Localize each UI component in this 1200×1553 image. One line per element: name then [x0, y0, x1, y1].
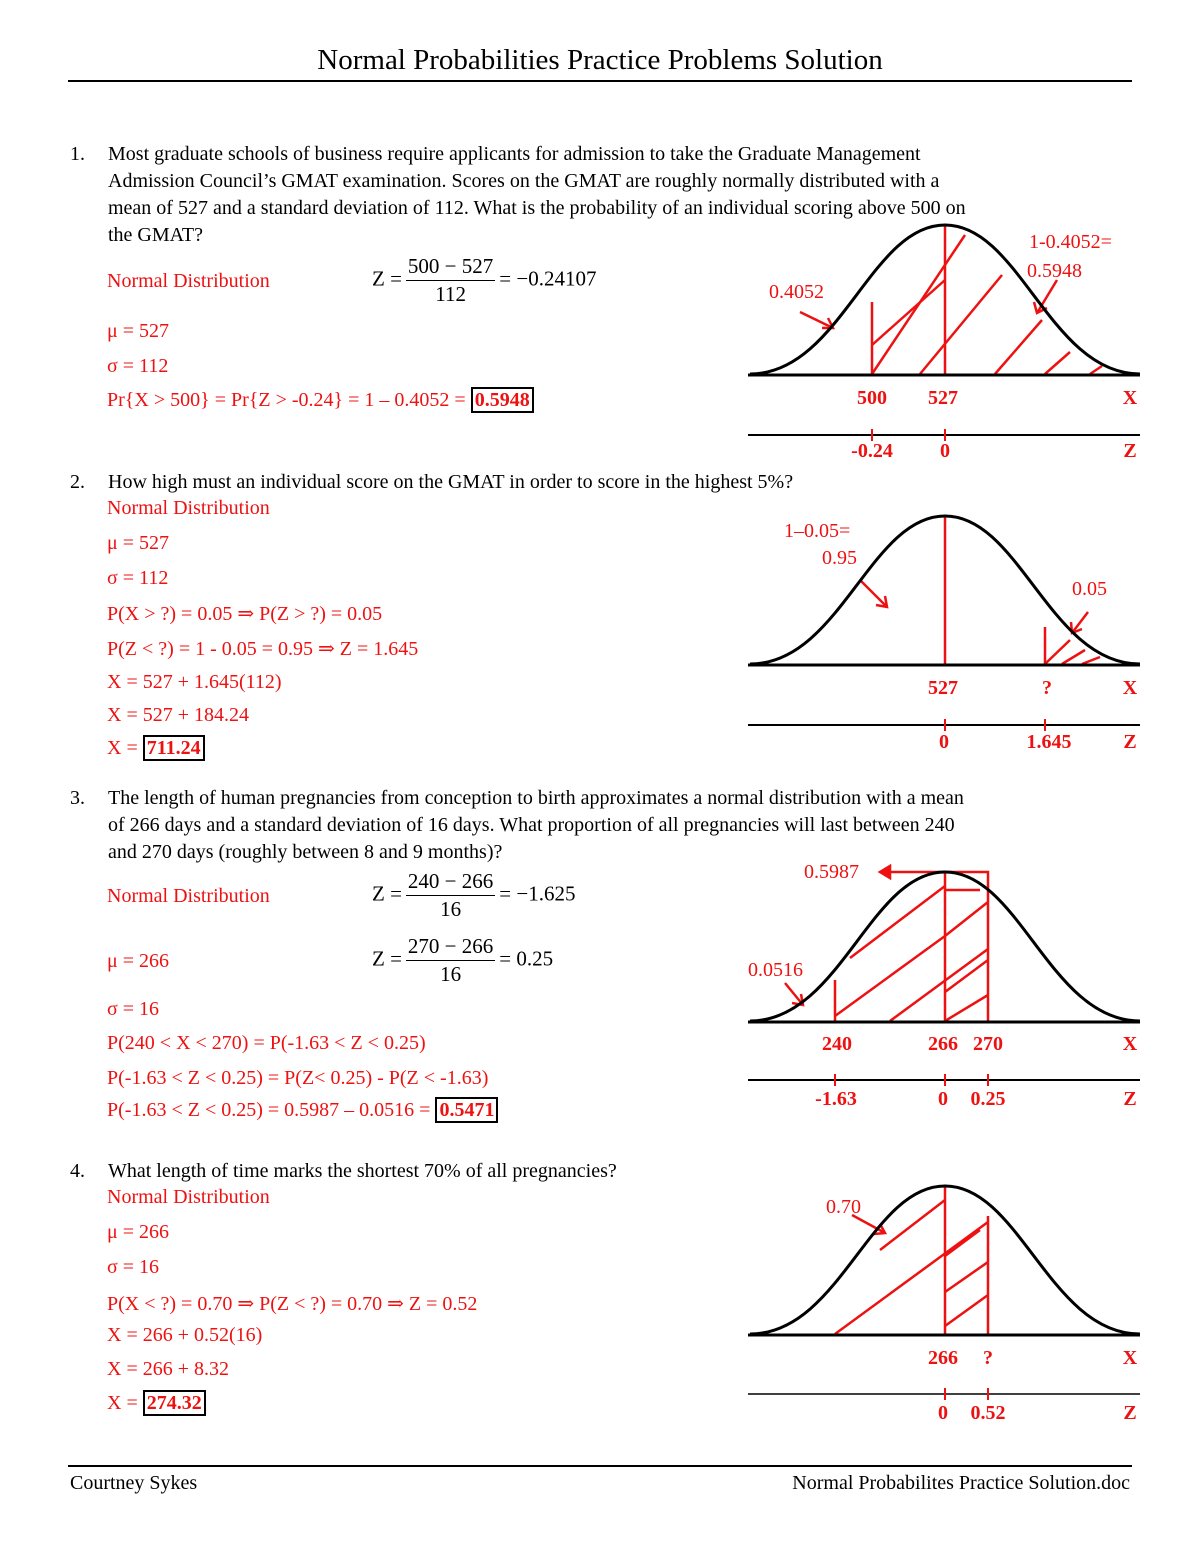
- hatch-line: [945, 1262, 988, 1292]
- normal-curve-graph-4: [740, 1170, 1160, 1430]
- x-axis-label: X: [1122, 387, 1138, 409]
- problem-text-line: Admission Council’s GMAT examination. Scores on the GMAT are roughly normally distributed with a: [108, 170, 940, 192]
- z-denominator: 16: [440, 962, 462, 986]
- z-rhs: = −0.24107: [499, 266, 597, 291]
- footer-author: Courtney Sykes: [70, 1472, 198, 1494]
- step-line: P(Z < ?) = 1 - 0.05 = 0.95 ⇒ Z = 1.645: [107, 638, 419, 660]
- sd-value: σ = 112: [107, 567, 169, 589]
- problem-number: 4.: [70, 1160, 85, 1182]
- z-numerator: 500 − 527: [406, 254, 495, 281]
- hatch-line: [995, 320, 1042, 374]
- z-score-formula: [372, 254, 596, 307]
- problem-text-line: How high must an individual score on the GMAT in order to score in the highest 5%?: [108, 471, 794, 493]
- problem-text-line: The length of human pregnancies from conception to birth approximates a normal distribution with a mean: [108, 787, 964, 809]
- x-tick-label: 500: [857, 387, 887, 409]
- z-tick-label: 0.52: [970, 1402, 1006, 1424]
- step-line: X = 527 + 184.24: [107, 704, 250, 726]
- normal-curve-graph-3: [740, 850, 1160, 1120]
- mean-value: μ = 266: [107, 950, 170, 972]
- answer-prefix: X =: [107, 1392, 143, 1414]
- z-tick-label: 0: [938, 1088, 948, 1110]
- z-axis-label: Z: [1123, 731, 1137, 753]
- x-axis-label: X: [1122, 1033, 1138, 1055]
- hatch-line: [945, 902, 988, 936]
- header-rule: [68, 80, 1132, 82]
- distribution-label: Normal Distribution: [107, 270, 270, 292]
- problem-text-line: mean of 527 and a standard deviation of 112. What is the probability of an individual scoring above 500 on: [108, 197, 966, 219]
- final-line: [107, 1099, 498, 1122]
- step-line: P(X > ?) = 0.05 ⇒ P(Z > ?) = 0.05: [107, 603, 383, 625]
- sd-value: σ = 112: [107, 355, 169, 377]
- area-label-left-1: 1–0.05=: [784, 520, 851, 542]
- mean-value: μ = 527: [107, 320, 170, 342]
- hatch-line: [1082, 657, 1100, 664]
- left-arrow: [785, 983, 803, 1005]
- x-tick-label: 527: [928, 387, 958, 409]
- x-tick-label: 527: [928, 677, 958, 699]
- area-label: 0.70: [826, 1196, 861, 1218]
- step-line: X = 266 + 0.52(16): [107, 1324, 263, 1346]
- z-rhs: = 0.25: [499, 946, 554, 971]
- x-tick-label: ?: [1042, 677, 1052, 699]
- area-label-left-2: 0.95: [822, 547, 857, 569]
- step-line: P(-1.63 < Z < 0.25) = P(Z< 0.25) - P(Z < -1.63): [107, 1067, 489, 1089]
- z-score-formula-1: [372, 869, 575, 922]
- hatch-line: [945, 995, 988, 1021]
- z-lhs: Z =: [372, 266, 402, 291]
- answer-box: 0.5471: [435, 1097, 498, 1123]
- hatch-line: [872, 280, 945, 345]
- problem-number: 1.: [70, 143, 85, 165]
- hatch-line: [890, 949, 988, 1021]
- x-tick-label: 270: [973, 1033, 1003, 1055]
- normal-curve-graph-1: [740, 200, 1160, 470]
- z-numerator: 270 − 266: [406, 934, 495, 961]
- problem-number: 2.: [70, 471, 85, 493]
- z-tick-label: -0.24: [851, 440, 893, 462]
- hatch-line: [1045, 352, 1070, 374]
- z-tick-label: 0: [940, 440, 950, 462]
- problem-text-line: What length of time marks the shortest 70% of all pregnancies?: [108, 1160, 617, 1182]
- x-tick-label: 266: [928, 1347, 958, 1369]
- x-tick-label: ?: [983, 1347, 993, 1369]
- answer-line: [107, 737, 205, 760]
- distribution-label: Normal Distribution: [107, 497, 270, 519]
- problem-text-line: the GMAT?: [108, 224, 203, 246]
- x-tick-label: 266: [928, 1033, 958, 1055]
- answer-box: 0.5948: [471, 387, 534, 413]
- area-label-right-2: 0.5948: [1027, 260, 1082, 282]
- z-numerator: 240 − 266: [406, 869, 495, 896]
- z-score-formula-2: [372, 934, 553, 987]
- z-axis-label: Z: [1123, 440, 1137, 462]
- hatch-line: [945, 1230, 980, 1256]
- answer-prefix: X =: [107, 737, 143, 759]
- distribution-label: Normal Distribution: [107, 1186, 270, 1208]
- probability-line: [107, 389, 534, 412]
- z-lhs: Z =: [372, 946, 402, 971]
- z-lhs: Z =: [372, 881, 402, 906]
- hatch-line: [872, 235, 965, 374]
- hatch-line: [1090, 366, 1102, 374]
- distribution-label: Normal Distribution: [107, 885, 270, 907]
- footer-rule: [68, 1465, 1132, 1467]
- step-line: X = 266 + 8.32: [107, 1358, 230, 1380]
- problem-number: 3.: [70, 787, 85, 809]
- mean-value: μ = 266: [107, 1221, 170, 1243]
- answer-line: [107, 1392, 206, 1415]
- sd-value: σ = 16: [107, 1256, 160, 1278]
- sd-value: σ = 16: [107, 998, 160, 1020]
- area-label-left: 0.4052: [769, 281, 824, 303]
- z-tick-label: 0: [938, 1402, 948, 1424]
- x-tick-label: 240: [822, 1033, 852, 1055]
- hatch-line: [880, 1200, 945, 1250]
- final-text: P(-1.63 < Z < 0.25) = 0.5987 – 0.0516 =: [107, 1099, 436, 1121]
- normal-curve-graph-2: [740, 500, 1160, 760]
- area-label-right-1: 1-0.4052=: [1029, 231, 1112, 253]
- x-axis-label: X: [1122, 1347, 1138, 1369]
- hatch-line: [1062, 650, 1085, 664]
- z-denominator: 16: [440, 897, 462, 921]
- z-rhs: = −1.625: [499, 881, 576, 906]
- step-line: P(240 < X < 270) = P(-1.63 < Z < 0.25): [107, 1032, 426, 1054]
- problem-text-line: Most graduate schools of business require applicants for admission to take the Graduate Management: [108, 143, 921, 165]
- z-axis-label: Z: [1123, 1402, 1137, 1424]
- probability-text: Pr{X > 500} = Pr{Z > -0.24} = 1 – 0.4052 =: [107, 389, 471, 411]
- z-tick-label: -1.63: [815, 1088, 857, 1110]
- z-denominator: 112: [435, 282, 466, 306]
- footer-filename: Normal Probabilites Practice Solution.doc: [792, 1472, 1130, 1494]
- area-label-right: 0.05: [1072, 578, 1107, 600]
- left-arrow: [860, 580, 887, 607]
- z-tick-label: 0.25: [970, 1088, 1006, 1110]
- z-axis-label: Z: [1123, 1088, 1137, 1110]
- area-label-top: 0.5987: [804, 861, 859, 883]
- answer-box: 274.32: [143, 1390, 206, 1416]
- step-line: P(X < ?) = 0.70 ⇒ P(Z < ?) = 0.70 ⇒ Z = 0.52: [107, 1293, 478, 1315]
- top-arrow-head: [880, 866, 890, 878]
- page-title: Normal Probabilities Practice Problems Solution: [317, 44, 883, 76]
- z-tick-label: 0: [939, 731, 949, 753]
- x-axis-label: X: [1122, 677, 1138, 699]
- answer-box: 711.24: [143, 735, 205, 761]
- mean-value: μ = 527: [107, 532, 170, 554]
- area-label-left: 0.0516: [748, 959, 803, 981]
- z-tick-label: 1.645: [1026, 731, 1072, 753]
- problem-text-line: of 266 days and a standard deviation of 16 days. What proportion of all pregnancies will last between 240: [108, 814, 955, 836]
- step-line: X = 527 + 1.645(112): [107, 671, 282, 693]
- problem-text-line: and 270 days (roughly between 8 and 9 months)?: [108, 841, 503, 863]
- hatch-line: [945, 1295, 988, 1326]
